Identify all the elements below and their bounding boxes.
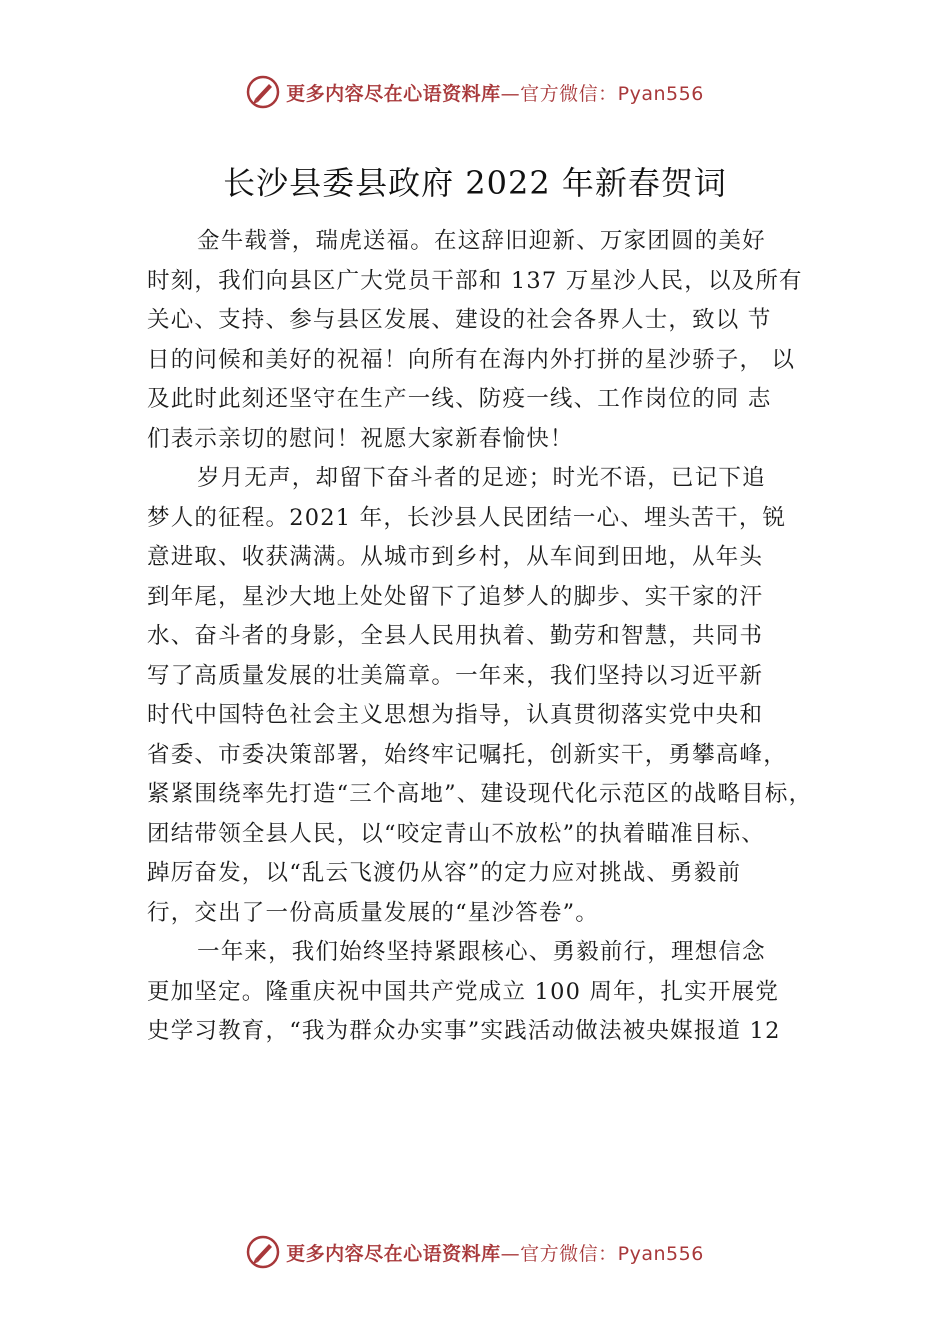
- text-line: 踔厉奋发，以“乱云飞渡仍从容”的定力应对挑战、勇毅前: [147, 860, 742, 886]
- text-line: 时代中国特色社会主义思想为指导，认真贯彻落实党中央和: [147, 702, 764, 728]
- text-line: 史学习教育，“我为群众办实事”实践活动做法被央媒报道 12: [147, 1018, 781, 1044]
- text-line: 更加坚定。隆重庆祝中国共产党成立 100 周年，扎实开展党: [147, 978, 780, 1005]
- text-line: 岁月无声，却留下奋斗者的足迹；时光不语，已记下追: [197, 465, 766, 491]
- text-line: 及此时此刻还坚守在生产一线、防疫一线、工作岗位的同 志: [147, 386, 772, 412]
- header-watermark: [0, 70, 950, 114]
- text-line: 时刻，我们向县区广大党员干部和 137 万星沙人民，以及所有: [147, 267, 803, 294]
- text-line: 意进取、收获满满。从城市到乡村，从车间到田地，从年头: [147, 544, 764, 570]
- text-line: 金牛载誉，瑞虎送福。在这辞旧迎新、万家团圆的美好: [197, 228, 766, 254]
- text-line: 到年尾，星沙大地上处处留下了追梦人的脚步、实干家的汗: [147, 583, 764, 610]
- document-body: [147, 222, 837, 1052]
- pen-logo-icon: [246, 1235, 280, 1269]
- pen-logo-icon: [246, 75, 280, 109]
- text-line: 行，交出了一份高质量发展的“星沙答卷”。: [147, 899, 600, 926]
- text-line: 关心、支持、参与县区发展、建设的社会各界人士，致以 节: [147, 307, 772, 333]
- text-line: 团结带领全县人民，以“咬定青山不放松”的执着瞄准目标、: [147, 820, 765, 847]
- text-line: 一年来，我们始终坚持紧跟核心、勇毅前行，理想信念: [197, 939, 766, 965]
- watermark-text: 更多内容尽在心语资料库—官方微信：Pyan556: [286, 1242, 704, 1265]
- text-line: 紧紧围绕率先打造“三个高地”、建设现代化示范区的战略目标，: [147, 781, 813, 807]
- text-line: 们表示亲切的慰问！祝愿大家新春愉快！: [147, 425, 574, 452]
- text-line: 省委、市委决策部署，始终牢记嘱托，创新实干，勇攀高峰，: [147, 741, 787, 768]
- text-line: 日的问候和美好的祝福！向所有在海内外打拼的星沙骄子， 以: [147, 346, 796, 373]
- watermark-text: 更多内容尽在心语资料库—官方微信：Pyan556: [286, 82, 704, 105]
- footer-watermark: [0, 1230, 950, 1274]
- text-line: 写了高质量发展的壮美篇章。一年来，我们坚持以习近平新: [147, 662, 764, 689]
- text-line: 水、奋斗者的身影，全县人民用执着、勤劳和智慧，共同书: [147, 623, 764, 649]
- document-title: 长沙县委县政府 2022 年新春贺词: [223, 164, 727, 202]
- text-line: 梦人的征程。2021 年，长沙县人民团结一心、埋头苦干，锐: [147, 504, 787, 531]
